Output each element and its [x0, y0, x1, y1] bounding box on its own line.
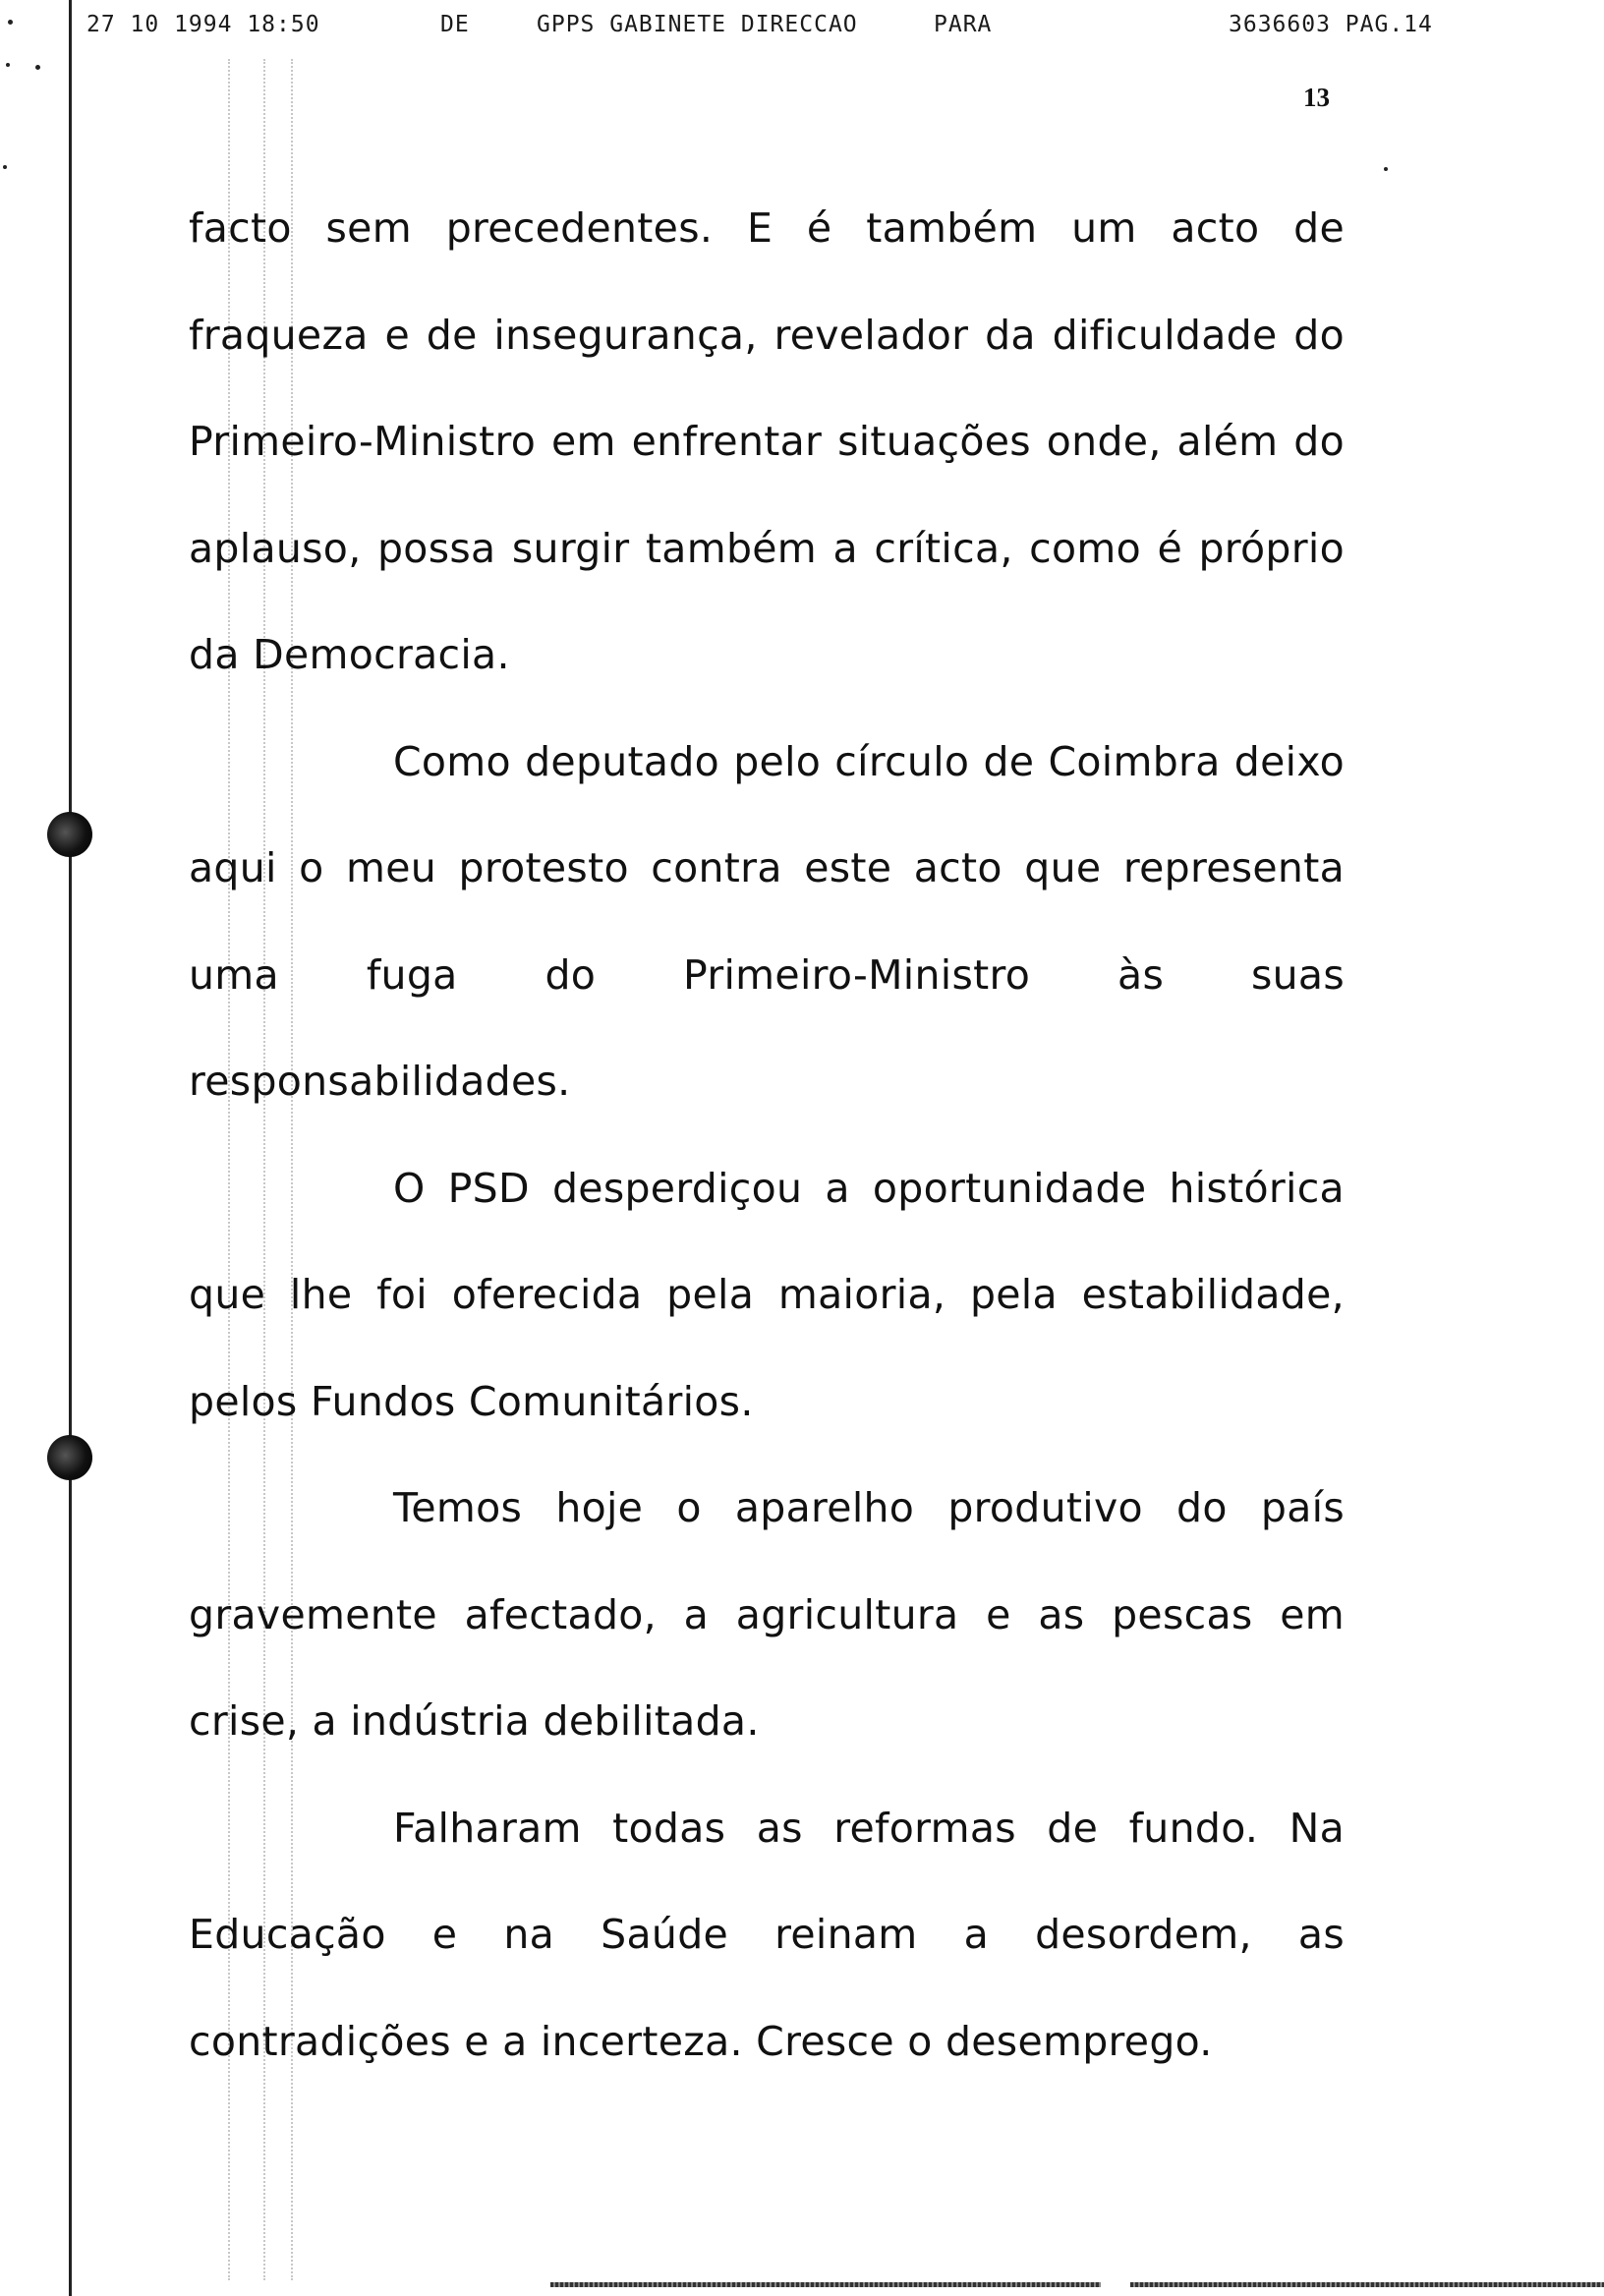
speck-mark: [8, 20, 13, 25]
punch-hole: [47, 1435, 92, 1480]
fax-to-label: PARA: [934, 12, 993, 37]
speck-mark: [1384, 167, 1388, 171]
bottom-scan-rule: [550, 2282, 1101, 2287]
speck-mark: [6, 63, 10, 67]
fax-transmission-header: [0, 8, 1604, 47]
bottom-scan-rule: [1130, 2282, 1604, 2287]
fax-sender: GPPS GABINETE DIRECCAO: [537, 12, 858, 37]
paragraph: O PSD desperdiçou a oportunidade histórica que lhe foi oferecida pela maioria, pela estabilidade, pelos Fundos Comunitários.: [189, 1164, 1345, 1425]
fax-date-time: 27 10 1994 18:50: [86, 12, 320, 37]
paragraph: Temos hoje o aparelho produtivo do país gravemente afectado, a agricultura e as pescas em crise, a indústria debilitada.: [189, 1484, 1345, 1745]
speck-mark: [3, 165, 7, 169]
document-body: [189, 175, 1345, 2095]
paragraph: Falharam todas as reformas de fundo. Na Educação e na Saúde reinam a desordem, as contradições e a incerteza. Cresce o desemprego.: [189, 1804, 1345, 2065]
fax-number-page: 3636603 PAG.14: [1229, 12, 1433, 37]
speck-mark: [35, 65, 40, 70]
page-number: 13: [1303, 83, 1330, 112]
paragraph: facto sem precedentes. E é também um acto de fraqueza e de insegurança, revelador da dificuldade do Primeiro-Ministro em enfrentar situações onde, além do aplauso, possa surgir também a crítica, como é próprio da Democracia.: [189, 204, 1345, 678]
punch-hole: [47, 812, 92, 857]
fax-from-label: DE: [440, 12, 470, 37]
left-margin-line: [69, 0, 72, 2296]
paragraph: Como deputado pelo círculo de Coimbra deixo aqui o meu protesto contra este acto que representa uma fuga do Primeiro-Ministro às suas responsabilidades.: [189, 737, 1345, 1105]
